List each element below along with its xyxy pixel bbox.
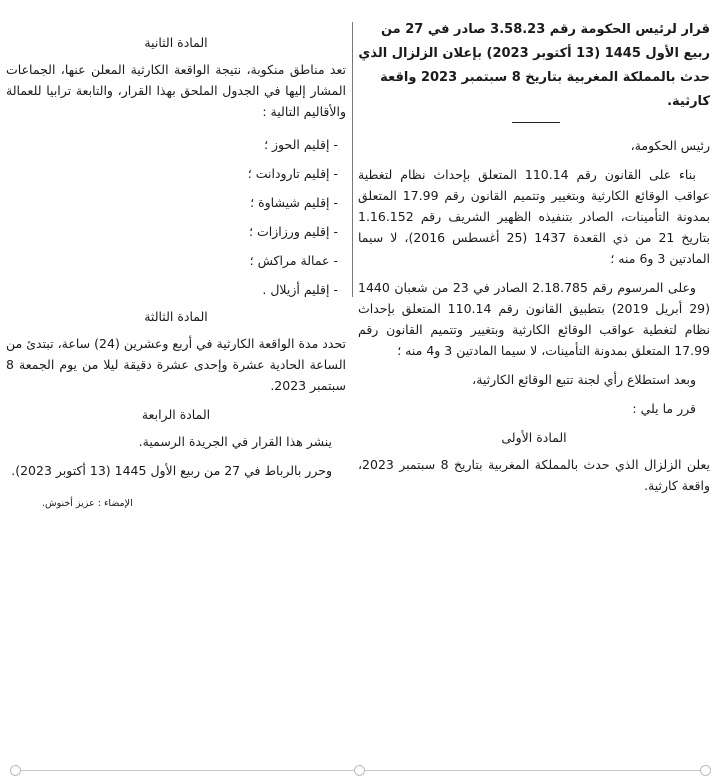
article-1-text: يعلن الزلزال الذي حدث بالمملكة المغربية بتاريخ 8 سبتمبر 2023، واقعة كارثية. bbox=[358, 457, 710, 493]
footer-dot-center bbox=[354, 765, 365, 776]
list-item: - إقليم شيشاوة ؛ bbox=[250, 195, 338, 210]
right-column bbox=[358, 18, 710, 504]
list-item: - عمالة مراكش ؛ bbox=[249, 253, 338, 268]
preamble-paragraph: بناء على القانون رقم 110.14 المتعلق بإحداث نظام لتغطية عواقب الوقائع الكارثية وبتغيير وتتميم القانون رقم 17.99 المتعلق بمدونة التأمينات، الصادر بتنفيذه الظهير الشريف رقم 1.16.152 بتاريخ 21 من ذي القعدة 1437 (25 أغسطس 2016)، لا سيما المادتين 3 و6 منه ؛ bbox=[358, 167, 710, 266]
article-4-text: ينشر هذا القرار في الجريدة الرسمية. bbox=[138, 434, 332, 449]
decree-line: قرر ما يلي : bbox=[632, 401, 696, 416]
addressee: رئيس الحكومة، bbox=[630, 138, 710, 153]
decision-title: قرار لرئيس الحكومة رقم 3.58.23 صادر في 27 من ربيع الأول 1445 (13 أكتوبر 2023) بإعلان الزلزال الذي حدث بالمملكة المغربية بتاريخ 8 سبتمبر 2023 واقعة كارثية. bbox=[358, 22, 710, 109]
signature: الإمضاء : عزيز أخنوش. bbox=[42, 498, 133, 509]
footer-dot-right bbox=[700, 765, 711, 776]
article-3-text: تحدد مدة الواقعة الكارثية في أربع وعشرين (24) ساعة، تبتدئ من الساعة الحادية عشرة وإحدى عشرة دقيقة ليلا من يوم الجمعة 8 سبتمبر 2023. bbox=[6, 336, 346, 393]
article-2-text: تعد مناطق منكوبة، نتيجة الواقعة الكارثية المعلن عنها، الجماعات المشار إليها في الجدول الملحق بهذا القرار، والتابعة ترابيا للعمالة والأقاليم التالية : bbox=[6, 62, 346, 119]
list-item: - إقليم الحوز ؛ bbox=[264, 137, 338, 152]
preamble-paragraph: وعلى المرسوم رقم 2.18.785 الصادر في 23 من شعبان 1440 (29 أبريل 2019) بتطبيق القانون رقم 110.14 المتعلق بإحداث نظام لتغطية عواقب الوقائع الكارثية وبتغيير وتتميم القانون رقم 17.99 المتعلق بمدونة التأمينات، لا سيما المادتين 3 و4 منه ؛ bbox=[358, 280, 710, 358]
column-divider bbox=[352, 22, 353, 297]
footer-dot-left bbox=[10, 765, 21, 776]
list-item: - إقليم ورزازات ؛ bbox=[249, 224, 338, 239]
preamble-paragraph: وبعد استطلاع رأي لجنة تتبع الوقائع الكارثية، bbox=[472, 372, 696, 387]
article-2-heading: المادة الثانية bbox=[144, 35, 208, 50]
article-1-heading: المادة الأولى bbox=[501, 430, 567, 445]
title-separator bbox=[512, 122, 560, 123]
article-4-heading: المادة الرابعة bbox=[141, 407, 211, 422]
regions-list bbox=[6, 130, 346, 304]
list-item: - إقليم أزيلال . bbox=[262, 282, 338, 297]
list-item: - إقليم تارودانت ؛ bbox=[247, 166, 338, 181]
article-3-heading: المادة الثالثة bbox=[144, 309, 208, 324]
left-column bbox=[6, 30, 346, 514]
closing-line: وحرر بالرباط في 27 من ربيع الأول 1445 (13 أكتوبر 2023). bbox=[11, 463, 332, 478]
